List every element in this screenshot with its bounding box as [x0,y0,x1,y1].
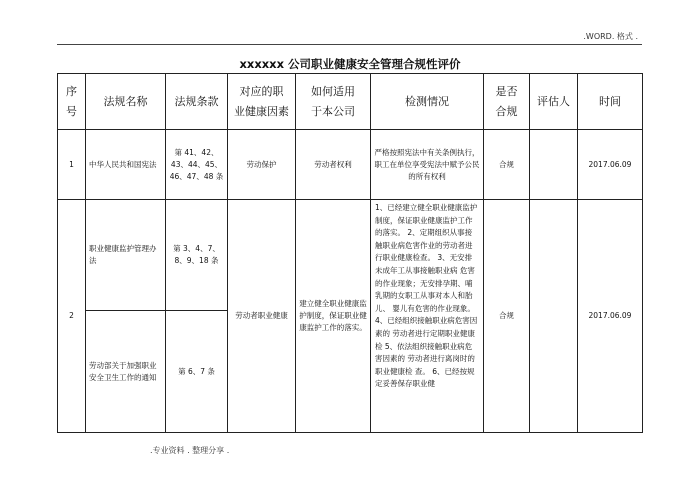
header-compliant: 是否 合规 [484,74,530,130]
header-factor: 对应的职 业健康因素 [228,74,296,130]
compliance-table [57,73,643,433]
page-header-tag: .WORD. 格式 . [583,32,638,41]
row2-seq: 2 [58,200,86,433]
header-seq: 序 号 [58,74,86,130]
header-check: 检测情况 [371,74,484,130]
row2-clause-b: 第 6、7 条 [166,311,228,433]
header-law-name: 法规名称 [86,74,166,130]
row1-factor: 劳动保护 [228,130,296,200]
header-clause: 法规条款 [166,74,228,130]
row2-compliant: 合规 [484,200,530,433]
row1-check: 严格按照宪法中有关条例执行，职工在单位享受宪法中赋予公民的所有权利 [371,130,484,200]
header-evaluator: 评估人 [530,74,578,130]
row1-evaluator [530,130,578,200]
row2-factor: 劳动者职业健康 [228,200,296,433]
row2-law-name-a: 职业健康监护管理办法 [86,200,166,311]
page-footer: .专业资料 . 整理分享 . [150,446,230,455]
header-applies: 如何适用 于本公司 [296,74,371,130]
row1-time: 2017.06.09 [578,130,643,200]
table-row [58,130,643,200]
row1-clause: 第 41、42、43、44、45、46、47、48 条 [166,130,228,200]
row1-compliant: 合规 [484,130,530,200]
row2-applies: 建立健全职业健康监护制度，保证职业健康监护工作的落实。 [296,200,371,433]
document-title: xxxxxx 公司职业健康安全管理合规性评价 [239,57,461,71]
row1-law-name: 中华人民共和国宪法 [86,130,166,200]
row1-seq: 1 [58,130,86,200]
header-time: 时间 [578,74,643,130]
row2-time: 2017.06.09 [578,200,643,433]
table-row [58,200,643,311]
header-rule [57,44,642,45]
row2-evaluator [530,200,578,433]
row1-applies: 劳动者权利 [296,130,371,200]
row2-check: 1、已经建立健全职业健康监护制度，保证职业健康监护工作的落实。 2、定期组织从事接触职业病危害作业的劳动者进行职业健康检查。 3、无安排未成年工从事接触职业病 危害的作业现象；无安排孕期、哺乳期的女职工从事对本人和胎儿、 婴儿有危害的作业现象。 4、已经组织接触职业病危害因素的 劳动者进行定期职业健康检 5、依法组织接触职业病危害因素的 劳动者进行离岗时的职业健康检 查。 6、已经按规定妥善保存职业健 [371,200,484,433]
row2-clause-a: 第 3、4、7、8、9、18 条 [166,200,228,311]
table-header-row [58,74,643,130]
row2-law-name-b: 劳动部关于加强职业安全卫生工作的通知 [86,311,166,433]
